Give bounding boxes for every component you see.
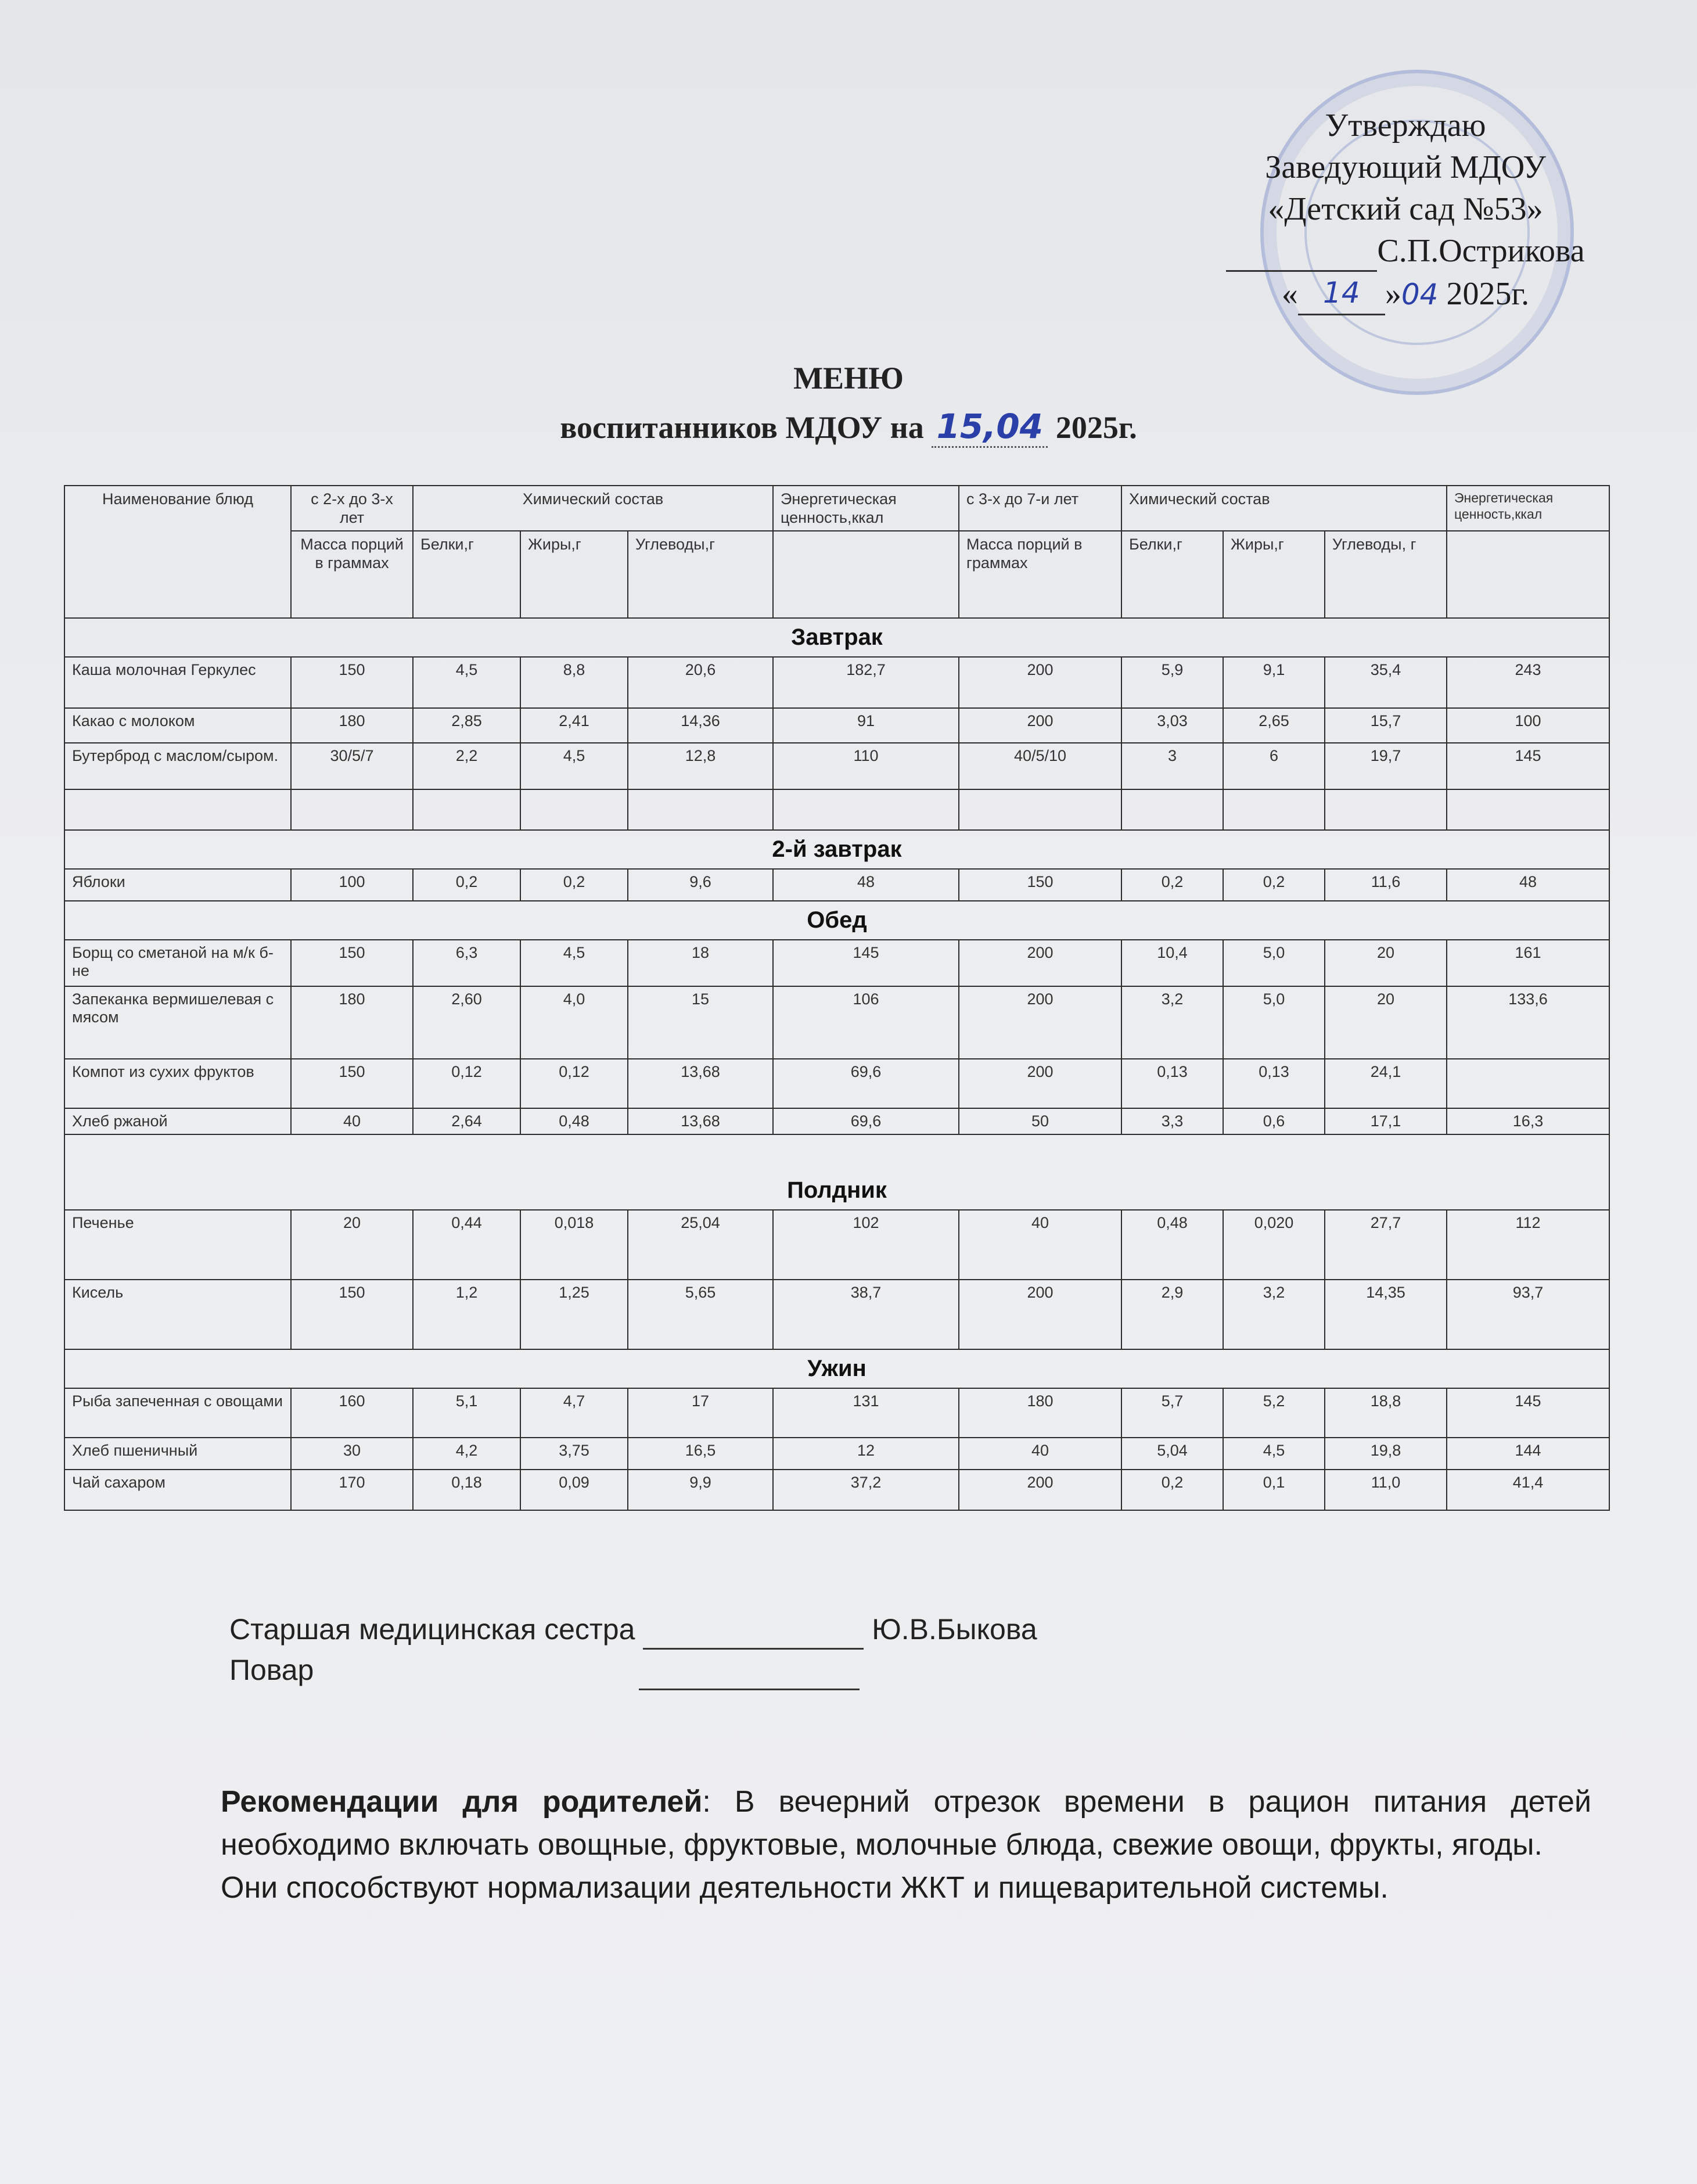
header-carb-1: Углеводы,г <box>628 531 773 618</box>
table-cell: 180 <box>959 1388 1121 1438</box>
table-cell: 24,1 <box>1325 1059 1447 1108</box>
table-cell: 3,75 <box>520 1438 628 1470</box>
table-cell: 8,8 <box>520 657 628 708</box>
section-title: 2-й завтрак <box>64 830 1609 869</box>
dish-name: Какао с молоком <box>64 708 291 743</box>
dish-name: Яблоки <box>64 869 291 901</box>
table-cell: 14,35 <box>1325 1280 1447 1349</box>
table-cell: 69,6 <box>773 1108 959 1134</box>
table-cell: 14,36 <box>628 708 773 743</box>
table-row <box>64 743 1609 789</box>
table-cell: 18 <box>628 940 773 986</box>
table-cell: 5,1 <box>413 1388 520 1438</box>
table-cell: 11,6 <box>1325 869 1447 901</box>
table-cell <box>959 789 1121 830</box>
table-cell: 182,7 <box>773 657 959 708</box>
header-energy-1-empty <box>773 531 959 618</box>
table-row <box>64 1059 1609 1108</box>
table-cell <box>520 789 628 830</box>
header-fat-1: Жиры,г <box>520 531 628 618</box>
table-cell: 3,03 <box>1121 708 1223 743</box>
table-cell <box>1223 789 1325 830</box>
table-cell: 112 <box>1447 1210 1609 1280</box>
table-cell: 200 <box>959 708 1121 743</box>
header-chem-2: Химический состав <box>1121 486 1447 531</box>
dish-name: Каша молочная Геркулес <box>64 657 291 708</box>
table-header-row-1 <box>64 486 1609 531</box>
table-cell: 133,6 <box>1447 986 1609 1059</box>
table-cell <box>291 789 413 830</box>
table-cell: 93,7 <box>1447 1280 1609 1349</box>
cook-signature-line <box>229 1650 1037 1690</box>
approval-title: Утверждаю <box>1325 107 1486 143</box>
table-cell: 1,2 <box>413 1280 520 1349</box>
table-cell: 145 <box>1447 1388 1609 1438</box>
approval-position: Заведующий МДОУ <box>1265 149 1546 185</box>
subtitle-year: 2025г. <box>1055 410 1137 445</box>
table-row <box>64 1438 1609 1470</box>
approval-name: С.П.Острикова <box>1377 233 1585 269</box>
table-cell: 20 <box>1325 986 1447 1059</box>
dish-name: Бутерброд с маслом/сыром. <box>64 743 291 789</box>
table-cell: 3,3 <box>1121 1108 1223 1134</box>
table-cell: 0,2 <box>1121 1470 1223 1510</box>
table-cell <box>773 789 959 830</box>
table-cell: 200 <box>959 1280 1121 1349</box>
table-cell: 2,65 <box>1223 708 1325 743</box>
header-energy-1: Энергетическая ценность,ккал <box>773 486 959 531</box>
table-cell: 2,9 <box>1121 1280 1223 1349</box>
header-age-2: с 3-х до 7-и лет <box>959 486 1121 531</box>
table-cell: 200 <box>959 986 1121 1059</box>
dish-name: Запеканка вермишелевая с мясом <box>64 986 291 1059</box>
table-cell: 102 <box>773 1210 959 1280</box>
section-breakfast <box>64 618 1609 657</box>
table-cell: 145 <box>773 940 959 986</box>
dish-name: Хлеб ржаной <box>64 1108 291 1134</box>
table-cell: 5,0 <box>1223 940 1325 986</box>
table-cell: 150 <box>959 869 1121 901</box>
table-cell: 37,2 <box>773 1470 959 1510</box>
table-cell: 4,5 <box>520 743 628 789</box>
table-cell <box>1447 1059 1609 1108</box>
table-cell: 0,13 <box>1223 1059 1325 1108</box>
header-carb-2: Углеводы, г <box>1325 531 1447 618</box>
signature-block <box>229 1609 1037 1690</box>
table-cell: 150 <box>291 657 413 708</box>
table-cell: 3,2 <box>1121 986 1223 1059</box>
table-cell <box>64 789 291 830</box>
table-cell: 5,04 <box>1121 1438 1223 1470</box>
table-cell: 25,04 <box>628 1210 773 1280</box>
table-cell: 200 <box>959 657 1121 708</box>
table-cell: 17 <box>628 1388 773 1438</box>
parent-recommendations <box>221 1780 1591 1909</box>
table-cell: 150 <box>291 1280 413 1349</box>
date-close-quote: » <box>1385 276 1401 312</box>
table-cell: 170 <box>291 1470 413 1510</box>
table-cell: 2,41 <box>520 708 628 743</box>
table-cell: 9,1 <box>1223 657 1325 708</box>
table-cell: 144 <box>1447 1438 1609 1470</box>
menu-table <box>64 485 1610 1511</box>
table-cell: 150 <box>291 940 413 986</box>
table-cell: 5,0 <box>1223 986 1325 1059</box>
table-cell: 20 <box>1325 940 1447 986</box>
table-cell: 16,3 <box>1447 1108 1609 1134</box>
table-cell: 150 <box>291 1059 413 1108</box>
dish-name: Компот из сухих фруктов <box>64 1059 291 1108</box>
table-cell: 2,64 <box>413 1108 520 1134</box>
header-fat-2: Жиры,г <box>1223 531 1325 618</box>
table-cell: 0,1 <box>1223 1470 1325 1510</box>
table-cell: 200 <box>959 940 1121 986</box>
table-cell <box>413 789 520 830</box>
approval-signature-line <box>1196 230 1615 272</box>
table-cell: 4,7 <box>520 1388 628 1438</box>
recommendation-label: Рекомендации для родителей <box>221 1785 703 1819</box>
table-cell: 100 <box>291 869 413 901</box>
nurse-signature <box>643 1621 864 1650</box>
table-row <box>64 1108 1609 1134</box>
table-cell: 0,12 <box>520 1059 628 1108</box>
table-cell: 20 <box>291 1210 413 1280</box>
menu-date-handwritten: 15,04 <box>932 407 1048 448</box>
table-cell: 35,4 <box>1325 657 1447 708</box>
table-cell: 12 <box>773 1438 959 1470</box>
table-header-row-2 <box>64 531 1609 618</box>
table-cell: 40 <box>291 1108 413 1134</box>
table-cell: 48 <box>773 869 959 901</box>
section-snack <box>64 1134 1609 1210</box>
approval-date <box>1196 272 1615 315</box>
date-open-quote: « <box>1281 276 1298 312</box>
table-cell: 19,8 <box>1325 1438 1447 1470</box>
table-cell: 100 <box>1447 708 1609 743</box>
table-row <box>64 1280 1609 1349</box>
director-signature <box>1226 242 1377 272</box>
table-cell: 0,09 <box>520 1470 628 1510</box>
section-lunch <box>64 901 1609 940</box>
dish-name: Борщ со сметаной на м/к б-не <box>64 940 291 986</box>
header-dish: Наименование блюд <box>64 486 291 618</box>
table-cell: 5,65 <box>628 1280 773 1349</box>
table-cell: 91 <box>773 708 959 743</box>
table-cell: 2,85 <box>413 708 520 743</box>
table-cell: 0,13 <box>1121 1059 1223 1108</box>
header-mass-2: Масса порций в граммах <box>959 531 1121 618</box>
table-cell: 1,25 <box>520 1280 628 1349</box>
table-cell: 0,2 <box>413 869 520 901</box>
table-cell: 3,2 <box>1223 1280 1325 1349</box>
nurse-name: Ю.В.Быкова <box>872 1613 1037 1646</box>
table-cell: 69,6 <box>773 1059 959 1108</box>
table-cell: 40 <box>959 1210 1121 1280</box>
nurse-label: Старшая медицинская сестра <box>229 1613 635 1646</box>
nurse-signature-line <box>229 1609 1037 1650</box>
section-title: Ужин <box>64 1349 1609 1388</box>
approval-year: 2025г. <box>1446 276 1530 312</box>
approval-day: 14 <box>1298 272 1385 315</box>
header-mass-1: Масса порций в граммах <box>291 531 413 618</box>
table-cell: 15,7 <box>1325 708 1447 743</box>
table-cell: 0,48 <box>520 1108 628 1134</box>
header-protein-1: Белки,г <box>413 531 520 618</box>
table-cell: 38,7 <box>773 1280 959 1349</box>
table-cell: 3 <box>1121 743 1223 789</box>
header-chem-1: Химический состав <box>413 486 773 531</box>
table-cell: 40/5/10 <box>959 743 1121 789</box>
table-cell: 0,020 <box>1223 1210 1325 1280</box>
table-cell: 161 <box>1447 940 1609 986</box>
table-cell: 0,44 <box>413 1210 520 1280</box>
table-row <box>64 708 1609 743</box>
section-dinner <box>64 1349 1609 1388</box>
table-row <box>64 657 1609 708</box>
table-cell: 9,6 <box>628 869 773 901</box>
table-cell <box>628 789 773 830</box>
table-cell: 48 <box>1447 869 1609 901</box>
dish-name: Рыба запеченная с овощами <box>64 1388 291 1438</box>
dish-name: Хлеб пшеничный <box>64 1438 291 1470</box>
table-cell: 13,68 <box>628 1108 773 1134</box>
subtitle-prefix: воспитанников МДОУ на <box>560 410 924 445</box>
table-cell: 16,5 <box>628 1438 773 1470</box>
approval-block <box>1196 105 1615 315</box>
table-cell: 145 <box>1447 743 1609 789</box>
table-cell: 4,2 <box>413 1438 520 1470</box>
dish-name: Кисель <box>64 1280 291 1349</box>
menu-subtitle <box>0 407 1697 448</box>
table-cell: 12,8 <box>628 743 773 789</box>
section-title: Завтрак <box>64 618 1609 657</box>
table-cell: 20,6 <box>628 657 773 708</box>
table-cell: 40 <box>959 1438 1121 1470</box>
table-cell: 0,018 <box>520 1210 628 1280</box>
table-cell: 0,6 <box>1223 1108 1325 1134</box>
recommendation-note: Они способствуют нормализации деятельности ЖКТ и пищеварительной системы. <box>221 1871 1389 1905</box>
section-breakfast2 <box>64 830 1609 869</box>
table-cell <box>1121 789 1223 830</box>
table-cell: 17,1 <box>1325 1108 1447 1134</box>
dish-name: Печенье <box>64 1210 291 1280</box>
table-cell: 0,2 <box>1223 869 1325 901</box>
table-row <box>64 869 1609 901</box>
cook-label: Повар <box>229 1654 314 1686</box>
table-cell: 4,0 <box>520 986 628 1059</box>
table-cell: 0,2 <box>520 869 628 901</box>
table-cell <box>1447 789 1609 830</box>
table-cell: 5,9 <box>1121 657 1223 708</box>
table-cell: 41,4 <box>1447 1470 1609 1510</box>
table-cell <box>1325 789 1447 830</box>
table-cell: 0,12 <box>413 1059 520 1108</box>
table-row <box>64 1210 1609 1280</box>
table-cell: 27,7 <box>1325 1210 1447 1280</box>
approval-organization: «Детский сад №53» <box>1268 191 1543 227</box>
table-cell: 4,5 <box>413 657 520 708</box>
table-cell: 6 <box>1223 743 1325 789</box>
table-row <box>64 940 1609 986</box>
recommendation-paragraph <box>221 1780 1591 1866</box>
table-cell: 5,7 <box>1121 1388 1223 1438</box>
table-cell: 243 <box>1447 657 1609 708</box>
table-cell: 30 <box>291 1438 413 1470</box>
header-energy-2-empty <box>1447 531 1609 618</box>
table-row <box>64 1470 1609 1510</box>
table-cell: 0,18 <box>413 1470 520 1510</box>
table-cell: 0,48 <box>1121 1210 1223 1280</box>
table-row <box>64 1388 1609 1438</box>
table-cell: 200 <box>959 1059 1121 1108</box>
table-cell: 50 <box>959 1108 1121 1134</box>
dish-name: Чай сахаром <box>64 1470 291 1510</box>
section-title: Обед <box>64 901 1609 940</box>
table-cell: 10,4 <box>1121 940 1223 986</box>
table-cell: 110 <box>773 743 959 789</box>
header-age-1: с 2-х до 3-х лет <box>291 486 413 531</box>
table-cell: 4,5 <box>1223 1438 1325 1470</box>
table-cell: 180 <box>291 986 413 1059</box>
cook-signature <box>639 1661 860 1690</box>
table-cell: 11,0 <box>1325 1470 1447 1510</box>
header-energy-2: Энергетическая ценность,ккал <box>1447 486 1609 531</box>
table-cell: 131 <box>773 1388 959 1438</box>
recommendation-text: : В вечерний отрезок времени в рацион питания детей необходимо включать овощные, фруктовые, молочные блюда, свежие овощи, фрукты, ягоды. <box>221 1785 1591 1862</box>
table-cell: 4,5 <box>520 940 628 986</box>
table-row <box>64 986 1609 1059</box>
table-cell: 0,2 <box>1121 869 1223 901</box>
table-cell: 5,2 <box>1223 1388 1325 1438</box>
table-cell: 30/5/7 <box>291 743 413 789</box>
table-cell: 6,3 <box>413 940 520 986</box>
table-cell: 160 <box>291 1388 413 1438</box>
table-cell: 18,8 <box>1325 1388 1447 1438</box>
header-protein-2: Белки,г <box>1121 531 1223 618</box>
table-cell: 19,7 <box>1325 743 1447 789</box>
empty-row <box>64 789 1609 830</box>
menu-title: МЕНЮ <box>793 361 904 396</box>
approval-month: 04 <box>1401 278 1439 311</box>
table-cell: 106 <box>773 986 959 1059</box>
table-cell: 180 <box>291 708 413 743</box>
table-cell: 2,2 <box>413 743 520 789</box>
table-cell: 2,60 <box>413 986 520 1059</box>
section-title: Полдник <box>64 1134 1609 1210</box>
table-cell: 15 <box>628 986 773 1059</box>
table-cell: 13,68 <box>628 1059 773 1108</box>
table-cell: 9,9 <box>628 1470 773 1510</box>
table-cell: 200 <box>959 1470 1121 1510</box>
